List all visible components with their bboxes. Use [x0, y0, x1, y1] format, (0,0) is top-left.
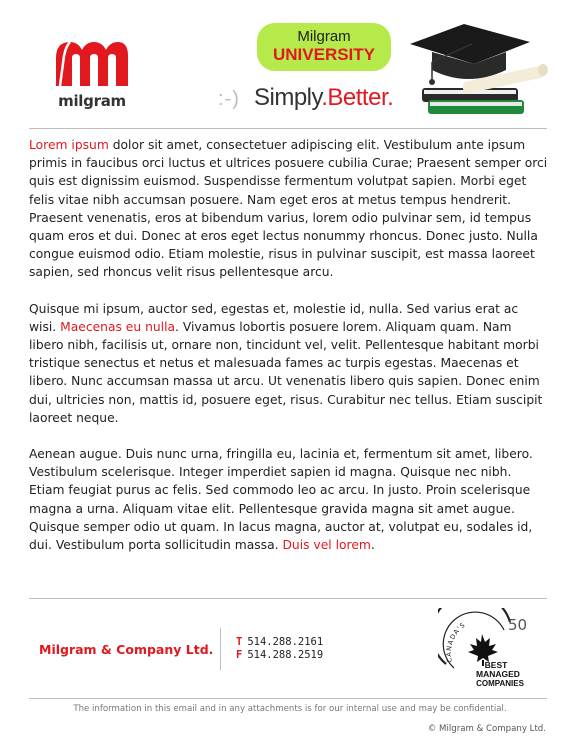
fax-line [236, 649, 323, 662]
paragraph-1-text: dolor sit amet, consectetuer adipiscing elit. Vestibulum ante ipsum primis in faucibus orci luctus et ultrices posuere cubilia Curae; Praesent semper orci quis est dignissim euismod. Suspendisse fermentum volutpat sapien. Morbi eget felis vitae nibh accumsan posuere. Nam eget eros at metus tempus hendrerit. Praesent venenatis, eros at bibendum varius, lorem odio pulvinar sem, id tempus quam eros et dui. Donec at eros eget lectus nonummy rhoncus. Donec justo. Nulla congue euismod odio. Etiam molestie, risus in pulvinar suscipit, est massa laoreet sapien, sed rhoncus velit risus pellentesque arcu. [29, 138, 548, 280]
university-label-top: Milgram [297, 28, 351, 45]
confidentiality-disclaimer: The information in this email and in any attachments is for our internal use and may be confidential. [73, 704, 507, 714]
paragraph-2-text-rest: . Vivamus lobortis posuere lorem. Aliquam quam. Nam libero nibh, facilisis ut, ornare non, tincidunt vel, velit. Pellentesque habitant morbi tristique senectus et netus et malesuada fames ac turpis egestas. Maecenas et libero. Nunc accumsan massa ut arcu. Ut venenatis libero quis sapien. Donec enim dui, ultricies non, mattis id, posuere eget, risus. Curabitur nec tellus. Etiam suscipit laoreet neque. [29, 319, 543, 425]
telephone-label: T [236, 636, 243, 648]
badge-line-2: MANAGED [476, 669, 520, 679]
footer-company-name: Milgram & Company Ltd. [39, 642, 214, 657]
paragraph-1-lead: Lorem ipsum [29, 138, 109, 152]
badge-line-1: BEST [484, 660, 508, 670]
smiley-emoticon: :-) [218, 88, 240, 110]
telephone-line [236, 636, 323, 649]
header-divider [29, 128, 547, 129]
paragraph-3-text-end: . [370, 538, 375, 553]
tagline-dot: . [321, 84, 328, 111]
footer-divider-bottom [29, 698, 547, 699]
paragraph-1 [29, 136, 549, 282]
paragraph-3 [29, 445, 549, 554]
university-badge [257, 23, 391, 71]
tagline-better: Better. [327, 84, 394, 111]
footer-vertical-separator [220, 628, 221, 670]
email-header [0, 0, 580, 128]
fax-number: 514.288.2519 [247, 649, 324, 661]
paragraph-2 [29, 300, 549, 427]
university-label-bottom: UNIVERSITY [272, 45, 376, 64]
paragraph-3-text-start: Aenean augue. Duis nunc urna, fringilla eu, lacinia et, fermentum sit amet, libero. Vestibulum scelerisque. Integer imperdiet sapien id magna. Quisque nec nibh. Etiam feugiat purus ac felis. Sed commodo leo ac arcu. In justo. Proin scelerisque magna a urna. Aliquam vitae elit. Pellentesque gravida magna sit amet augue. Quisque semper odio ut quam. In lacus magna, auctor at, volutpat eu, sodales id, dui. Vestibulum porta sollicitudin massa. [29, 447, 533, 553]
footer-divider-top [29, 598, 547, 599]
badge-line-3: COMPANIES [476, 679, 524, 688]
badge-number: 50 [508, 616, 528, 634]
badge-arc-text: CANADA'S [444, 620, 468, 664]
tagline-simply: Simply [254, 84, 322, 111]
tagline [254, 84, 393, 112]
logo-wordmark: milgram [58, 92, 126, 110]
copyright-notice: © Milgram & Company Ltd. [427, 724, 546, 734]
graduation-cap-icon [402, 18, 552, 120]
telephone-number[interactable]: 514.288.2161 [247, 636, 324, 648]
paragraph-2-text-start: Quisque mi ipsum, auctor sed, egestas et, molestie id, nulla. Sed varius erat ac wisi. [29, 301, 519, 334]
best-managed-badge [438, 608, 538, 694]
email-body [29, 136, 549, 572]
fax-label: F [236, 649, 243, 661]
paragraph-3-highlight: Duis vel lorem [282, 538, 371, 553]
paragraph-2-highlight: Maecenas eu nulla [60, 319, 176, 334]
footer-contact [236, 636, 323, 662]
